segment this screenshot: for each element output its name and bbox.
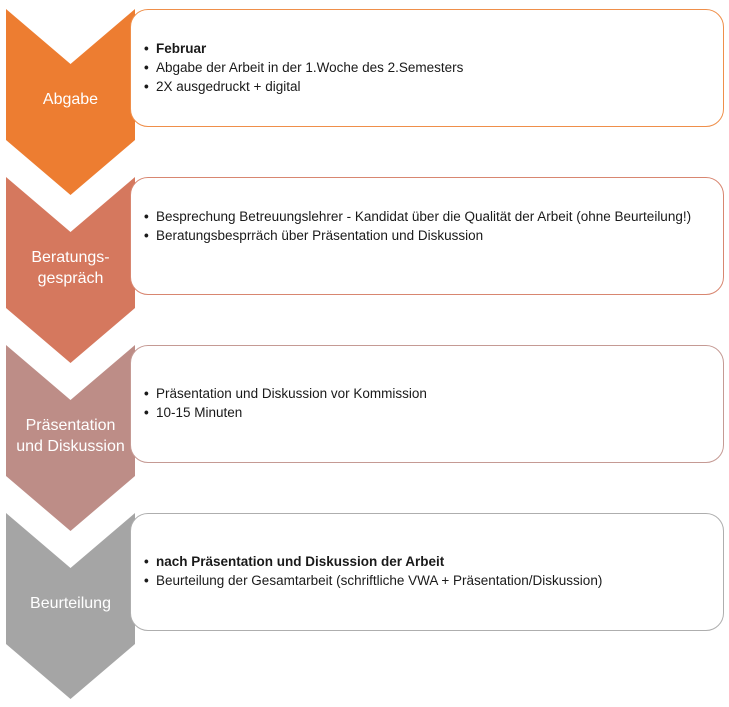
bullet-list-abgabe bbox=[144, 39, 703, 96]
bullet-list-beurteilung bbox=[144, 552, 703, 590]
step-label-praesentation bbox=[6, 415, 135, 457]
step-label-abgabe bbox=[6, 89, 135, 110]
step-label-beratungsgespraech bbox=[6, 247, 135, 289]
step-beurteilung bbox=[0, 513, 729, 699]
bullet-item: • Februar bbox=[144, 39, 703, 58]
step-label-line: Abgabe bbox=[42, 91, 99, 108]
bullet-item: • Präsentation und Diskussion vor Kommission bbox=[144, 384, 703, 403]
card-beurteilung bbox=[130, 513, 724, 631]
step-label-line: gespräch bbox=[37, 270, 104, 287]
step-label-line: Beurteilung bbox=[30, 595, 111, 612]
step-label-line: Präsentation bbox=[25, 417, 116, 434]
bullet-list-praesentation bbox=[144, 384, 703, 422]
card-praesentation bbox=[130, 345, 724, 463]
bullet-item: • 2X ausgedruckt + digital bbox=[144, 77, 703, 96]
bullet-list-beratungsgespraech bbox=[144, 207, 703, 245]
step-label-line: und Diskussion bbox=[16, 438, 125, 455]
bullet-item: • nach Präsentation und Diskussion der Arbeit bbox=[144, 552, 703, 571]
bullet-item: • Besprechung Betreuungslehrer - Kandidat über die Qualität der Arbeit (ohne Beurteilung!) bbox=[144, 207, 703, 226]
bullet-item: • 10-15 Minuten bbox=[144, 403, 703, 422]
bullet-item: • Beratungsbesprräch über Präsentation und Diskussion bbox=[144, 226, 703, 245]
bullet-item: • Beurteilung der Gesamtarbeit (schriftliche VWA + Präsentation/Diskussion) bbox=[144, 571, 703, 590]
card-abgabe bbox=[130, 9, 724, 127]
card-beratungsgespraech bbox=[130, 177, 724, 295]
step-beratungsgespraech bbox=[0, 177, 729, 363]
step-abgabe bbox=[0, 9, 729, 195]
step-praesentation bbox=[0, 345, 729, 531]
step-label-line: Beratungs- bbox=[31, 249, 110, 266]
step-label-beurteilung bbox=[6, 593, 135, 614]
bullet-item: • Abgabe der Arbeit in der 1.Woche des 2.Semesters bbox=[144, 58, 703, 77]
